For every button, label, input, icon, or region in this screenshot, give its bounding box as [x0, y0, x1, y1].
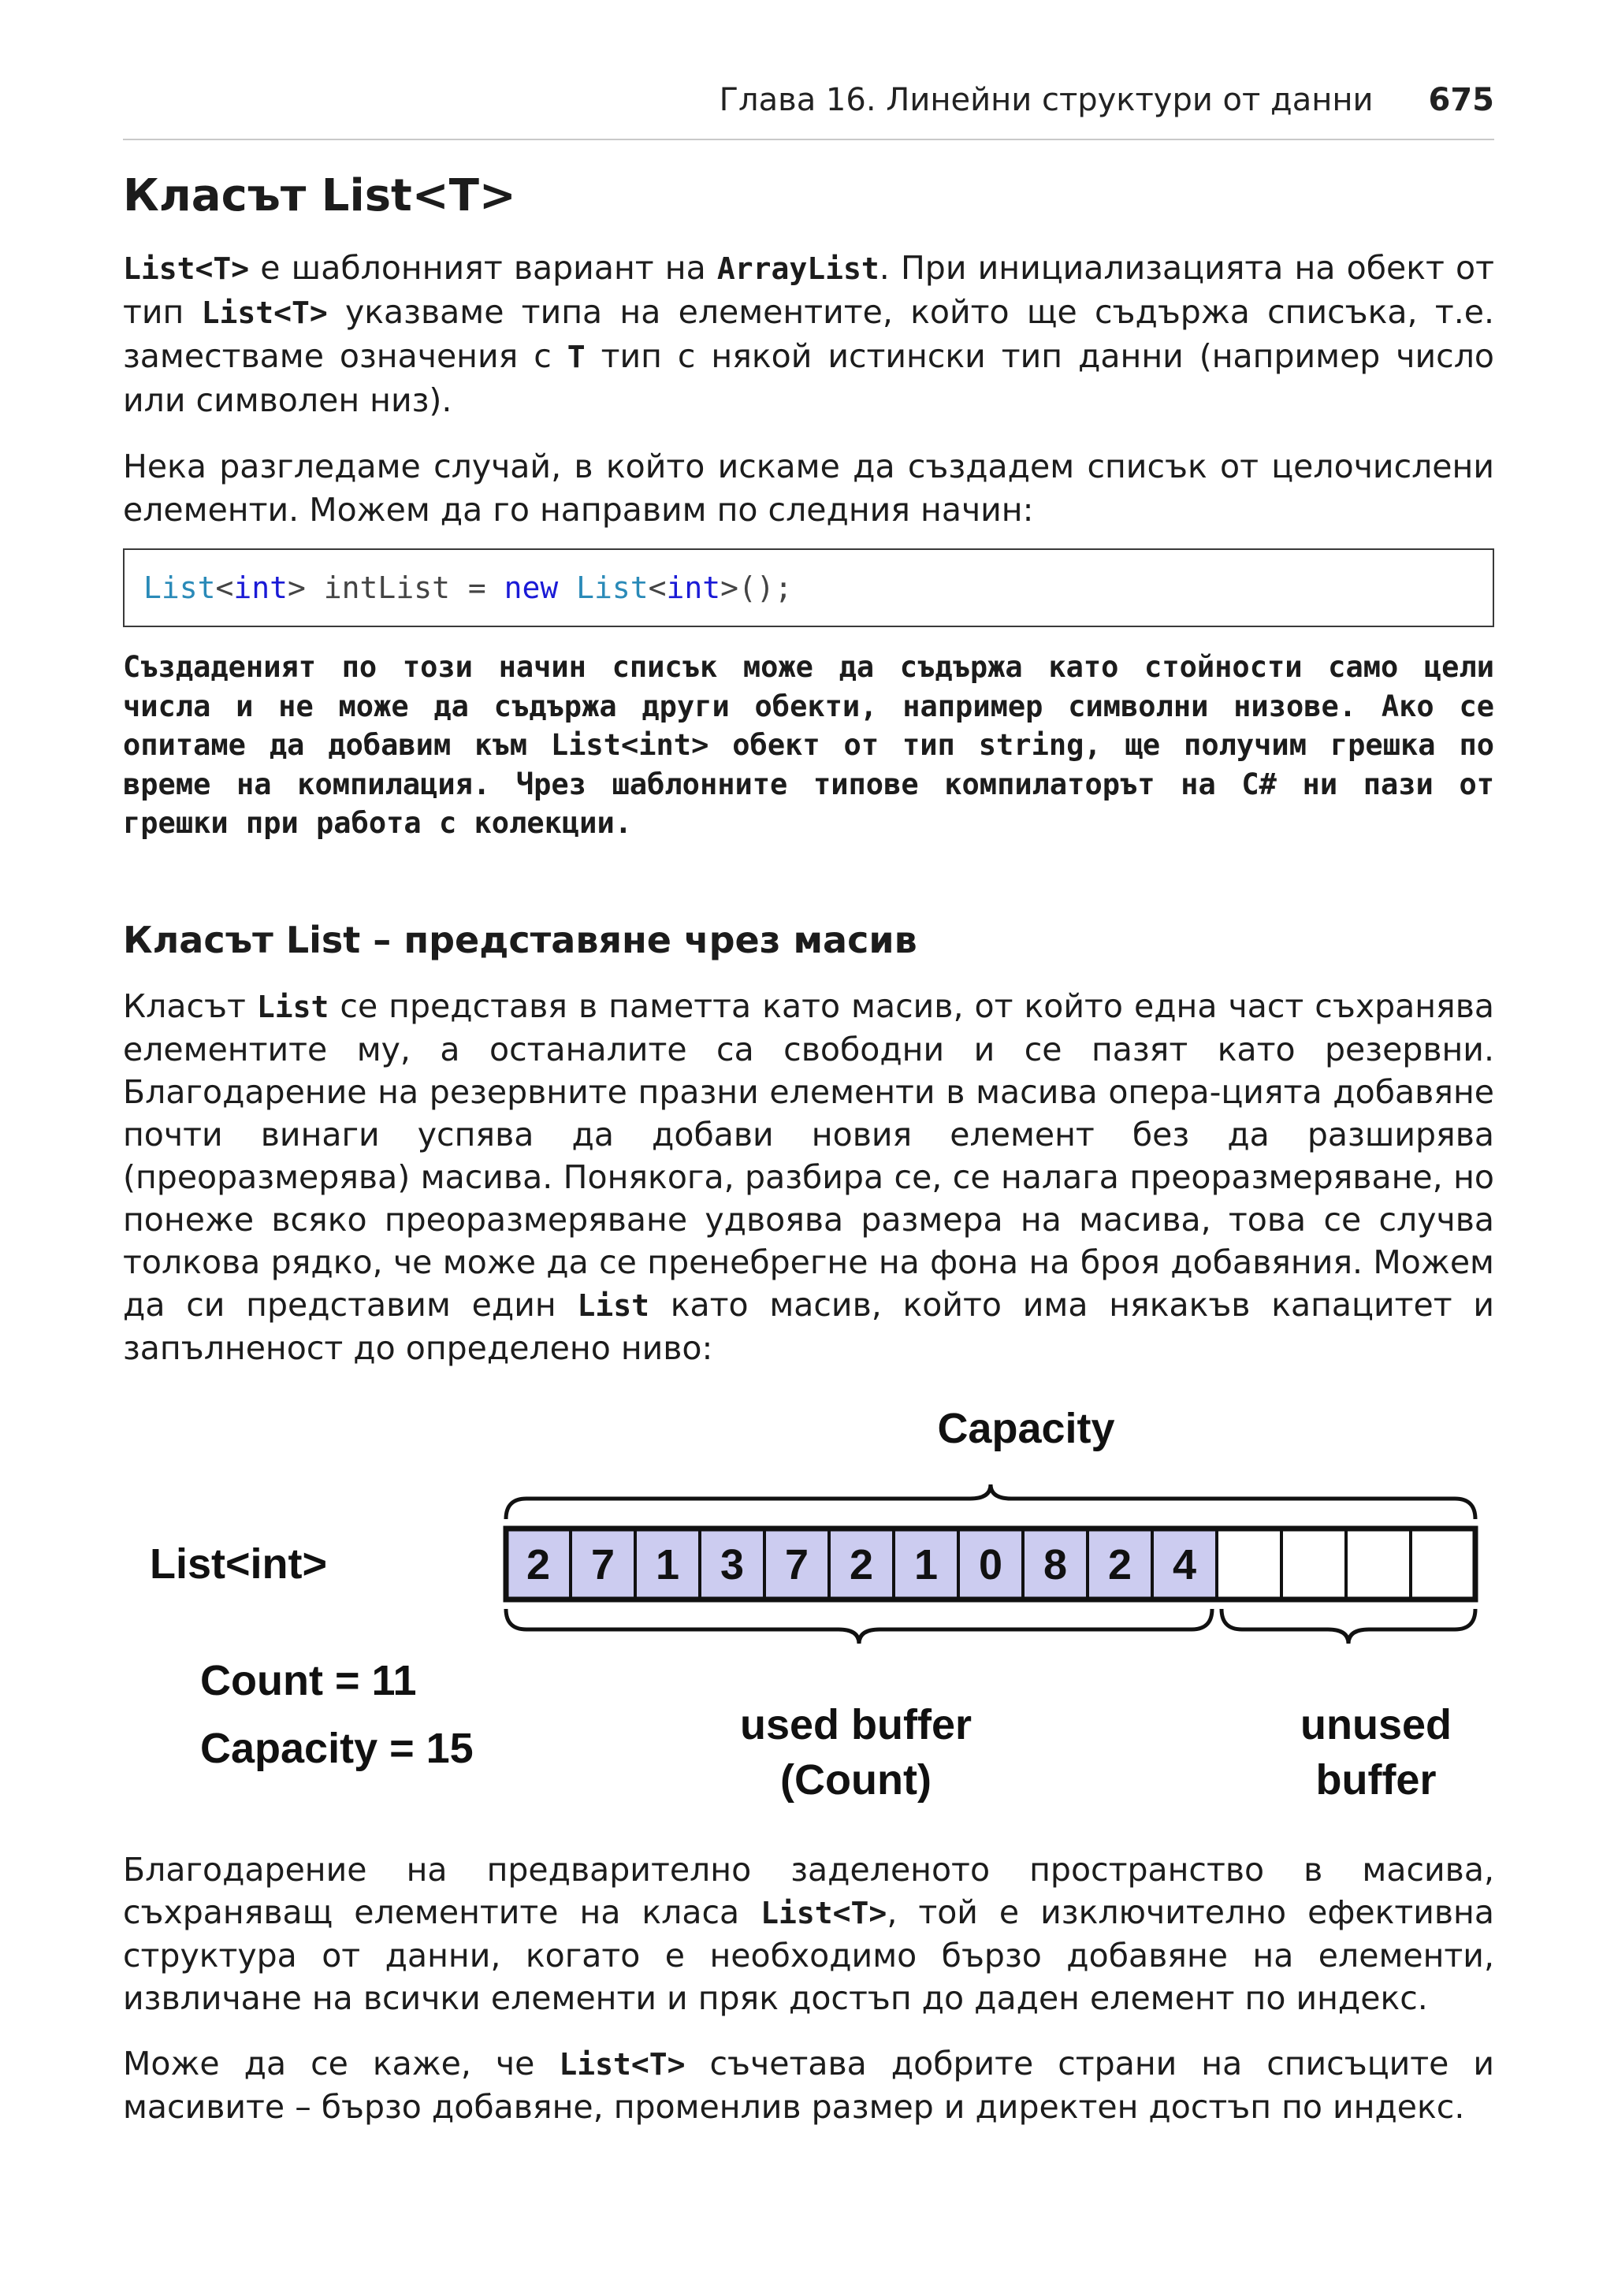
text: като масив, който има някакъв капацитет и запълненост до определено ниво: [123, 1286, 1495, 1367]
inline-code: List [256, 990, 329, 1024]
page-number: 675 [1428, 82, 1494, 118]
used-buffer-line1: used buffer [739, 1701, 972, 1748]
cell-value: 8 [1043, 1541, 1068, 1588]
inline-code: T [567, 340, 586, 374]
cell-value: 3 [720, 1541, 745, 1588]
code-keyword: new [504, 570, 559, 605]
inline-code: List<T> [559, 2047, 686, 2082]
empty-cell [1346, 1529, 1411, 1599]
inline-code: List [577, 1288, 649, 1323]
section-title: Класът List<T> [123, 170, 516, 221]
used-buffer-line2: (Count) [780, 1756, 932, 1804]
text: е шаблонният вариант на [249, 249, 717, 287]
empty-cell [1411, 1529, 1475, 1599]
empty-cell [1281, 1529, 1346, 1599]
cell-value: 0 [978, 1541, 1003, 1588]
cell-value: 7 [590, 1541, 615, 1588]
inline-code: List<T> [123, 251, 250, 286]
cell-value: 2 [526, 1541, 551, 1588]
text: , той е изключително ефективна структура от данни, когато е необходимо бързо добавяне на елементи, извличане на всички елементи и пряк достъп до даден елемент по индекс. [123, 1893, 1494, 2017]
used-buffer-brace [506, 1609, 1212, 1644]
text: Може да се каже, че [123, 2045, 560, 2082]
inline-code: List<T> [761, 1896, 887, 1930]
paragraph-efficiency [123, 1848, 1494, 2019]
cell-value: 7 [784, 1541, 809, 1588]
list-capacity-diagram [123, 1395, 1494, 1804]
text: съчетава добрите страни на списъците и масивите – бързо добавяне, променлив размер и директен достъп по индекс. [123, 2045, 1494, 2126]
code-block [123, 548, 1494, 627]
code-text: < [215, 570, 234, 605]
text: се представя в паметта като масив, от който една част съхранява елементите му, а останалите са свободни и се пазят като резервни. Благодарение на резервните празни елементи в масива опера-цията добавяне почти винаги успява да добави новия елемент без да разширява (преоразмерява) масива. Понякога, разбира се, се налага преоразмеряване, но понеже всяко преоразмеряване удвоява размера на масива, това се случва толкова рядко, че може да се пренебрегне на фона на броя добавяния. Можем да си представим един [123, 987, 1494, 1324]
capacity-text: Capacity = 15 [200, 1725, 474, 1772]
code-type: List [576, 570, 649, 605]
capacity-brace [506, 1484, 1475, 1519]
code-type: List [143, 570, 216, 605]
array-cells-graphic [123, 1395, 1494, 1804]
header-divider [123, 139, 1494, 140]
text: Класът [123, 987, 257, 1025]
cell-value: 4 [1172, 1541, 1197, 1588]
list-type-label: List<int> [150, 1540, 328, 1588]
cell-value: 2 [1107, 1541, 1132, 1588]
code-text: < [648, 570, 667, 605]
text: Благодарение на предварително заделеното пространство в масива, съхраняващ елементите на класа [123, 1851, 1494, 1931]
text: . При инициализацията на обект от тип [123, 249, 1494, 331]
code-keyword: int [233, 570, 288, 605]
unused-buffer-line1: unused [1300, 1701, 1452, 1748]
running-header [123, 82, 1494, 121]
paragraph-summary [123, 2042, 1494, 2128]
paragraph-intro [123, 247, 1494, 422]
code-keyword: int [666, 570, 721, 605]
code-text: > intList = [288, 570, 504, 605]
text: указваме типа на елементите, който ще съдържа списъка, т.е. заместваме означения с [123, 293, 1495, 375]
text: тип с някой истински тип данни (например число или символен низ). [123, 337, 1494, 419]
subsection-title: Класът List – представяне чрез масив [123, 919, 917, 961]
inline-code: List<T> [201, 295, 328, 330]
paragraph-array-representation [123, 985, 1494, 1369]
code-text [558, 570, 576, 605]
cell-value: 1 [913, 1541, 939, 1588]
code-text: >(); [720, 570, 793, 605]
count-text: Count = 11 [200, 1657, 417, 1704]
empty-cell [1217, 1529, 1281, 1599]
cell-value: 2 [849, 1541, 874, 1588]
note-paragraph: Създаденият по този начин списък може да съдържа като стойности само цели числа и не може да съдържа други обекти, например символни низове. Ако се опитаме да добавим към List<int> обект от тип string, ще получим грешка по време на компилация. Чрез шаблонните типове компилаторът на C# ни пази от грешки при работа с колекции. [123, 650, 1494, 840]
cell-value: 1 [655, 1541, 680, 1588]
chapter-title: Глава 16. Линейни структури от данни [719, 82, 1374, 118]
inline-code: ArrayList [716, 251, 880, 286]
capacity-label: Capacity [937, 1405, 1115, 1452]
unused-buffer-line2: buffer [1315, 1756, 1437, 1804]
unused-buffer-brace [1222, 1609, 1475, 1644]
paragraph-example-intro: Нека разгледаме случай, в който искаме да създадем списък от целочислени елементи. Можем да го направим по следния начин: [123, 448, 1494, 529]
